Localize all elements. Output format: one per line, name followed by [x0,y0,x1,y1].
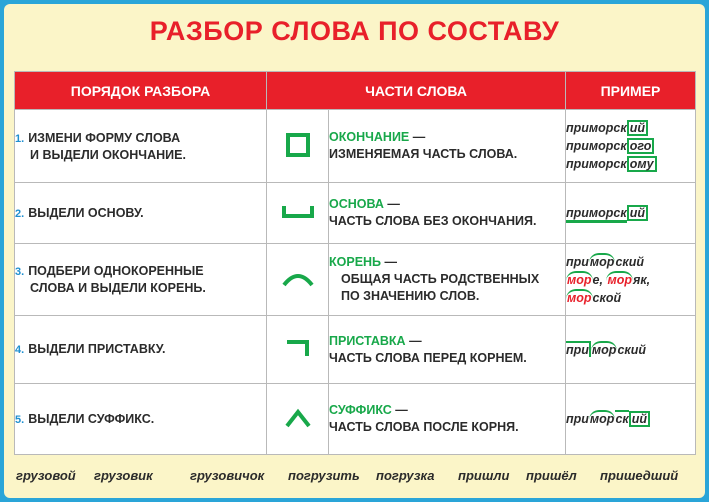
term-description: ПО ЗНАЧЕНИЮ СЛОВ. [341,289,480,303]
bottom-word: пришли [458,468,510,483]
example-ending: ий [629,411,650,427]
header-order: ПОРЯДОК РАЗБОРА [15,72,267,110]
example-ending: ий [627,120,648,136]
term-description: ЧАСТЬ СЛОВА ПЕРЕД КОРНЕМ. [329,350,527,365]
step-cell [15,384,267,455]
term: ПРИСТАВКА [329,333,406,348]
example-ending: ому [627,156,657,172]
icon-cell [267,183,329,244]
icon-cell [267,244,329,316]
example-stem: приморск [566,206,627,223]
example-rest: ский [617,342,647,357]
step-number: 5. [15,413,25,426]
bottom-word: погрузка [376,468,435,483]
step-number: 2. [15,207,25,220]
example-word [566,289,695,307]
example-ending: ого [627,138,655,154]
example-stem: приморск [566,121,627,135]
header-example: ПРИМЕР [566,72,696,110]
step-text: ВЫДЕЛИ ОСНОВУ. [28,205,144,220]
table-row [15,384,696,455]
example-word [566,137,695,155]
term: СУФФИКС [329,403,392,417]
bottom-word: пришедший [600,468,679,483]
bottom-word-strip [4,460,705,498]
dash: — [405,333,422,348]
example-rest: як, [632,272,651,287]
term-description: ОБЩАЯ ЧАСТЬ РОДСТВЕННЫХ [341,272,540,286]
step-number: 1. [15,132,25,145]
desc-cell [329,244,566,316]
suffix-caret-icon [283,406,313,430]
bottom-word: грузовой [16,468,76,483]
term: ОСНОВА [329,197,384,211]
step-text: ИЗМЕНИ ФОРМУ СЛОВА [28,130,181,145]
step-number: 3. [15,266,25,278]
example-word [566,253,695,271]
bottom-word: грузовик [94,468,153,483]
example-word [566,204,695,222]
step-number: 4. [15,344,25,356]
example-suffix: ск [615,412,629,426]
example-prefix: при [566,254,589,269]
example-word [566,119,695,137]
example-rest: ской [592,290,622,305]
dash: — [383,197,400,211]
bottom-word: пришёл [526,468,577,483]
example-word [566,341,695,359]
dash: — [391,403,408,417]
dash: — [381,255,398,269]
desc-cell [329,183,566,244]
example-rest: ский [615,254,645,269]
bottom-word: погрузить [288,468,360,483]
step-text: ПОДБЕРИ ОДНОКОРЕННЫЕ [28,264,204,278]
example-cell [566,316,696,384]
table-row [15,244,696,316]
bottom-word: грузовичок [190,468,265,483]
term: КОРЕНЬ [329,255,382,269]
example-root: мор [589,254,615,269]
step-text: ВЫДЕЛИ ПРИСТАВКУ. [28,342,166,356]
icon-cell [267,384,329,455]
ending-square-icon [284,131,312,159]
icon-cell [267,316,329,384]
page-title: РАЗБОР СЛОВА ПО СОСТАВУ [149,16,560,46]
example-root: мор [607,272,632,287]
example-stem: приморск [566,157,627,171]
example-rest: е, [592,272,603,287]
example-prefix: при [566,342,589,357]
example-word [566,410,695,428]
desc-cell [329,110,566,183]
step-text: И ВЫДЕЛИ ОКОНЧАНИЕ. [30,147,186,162]
header-row [15,72,696,110]
example-cell [566,244,696,316]
example-prefix: при [566,412,589,426]
term-description: ЧАСТЬ СЛОВА БЕЗ ОКОНЧАНИЯ. [329,214,537,228]
example-root: мор [591,342,617,357]
step-text: СЛОВА И ВЫДЕЛИ КОРЕНЬ. [30,281,206,295]
table-row [15,316,696,384]
example-ending: ий [627,205,648,221]
example-cell [566,110,696,183]
prefix-icon [283,336,313,360]
example-word [566,155,695,173]
example-root: мор [567,290,592,305]
example-cell [566,183,696,244]
step-cell [15,183,267,244]
term: ОКОНЧАНИЕ [329,130,410,144]
example-root: мор [567,272,592,287]
stem-bracket-icon [280,202,316,222]
example-cell [566,384,696,455]
term-description: ИЗМЕНЯЕМАЯ ЧАСТЬ СЛОВА. [329,147,518,161]
desc-cell [329,384,566,455]
example-stem: приморск [566,139,627,153]
dash: — [409,130,426,144]
header-parts: ЧАСТИ СЛОВА [267,72,566,110]
table-row [15,183,696,244]
step-cell [15,110,267,183]
icon-cell [267,110,329,183]
step-cell [15,316,267,384]
step-text: ВЫДЕЛИ СУФФИКС. [28,411,155,426]
step-cell [15,244,267,316]
table-row [15,110,696,183]
term-description: ЧАСТЬ СЛОВА ПОСЛЕ КОРНЯ. [329,420,519,434]
root-arc-icon [280,267,316,289]
poster [4,4,705,498]
example-root: мор [589,412,615,426]
desc-cell [329,316,566,384]
parsing-table [14,71,696,455]
example-word [566,271,695,289]
